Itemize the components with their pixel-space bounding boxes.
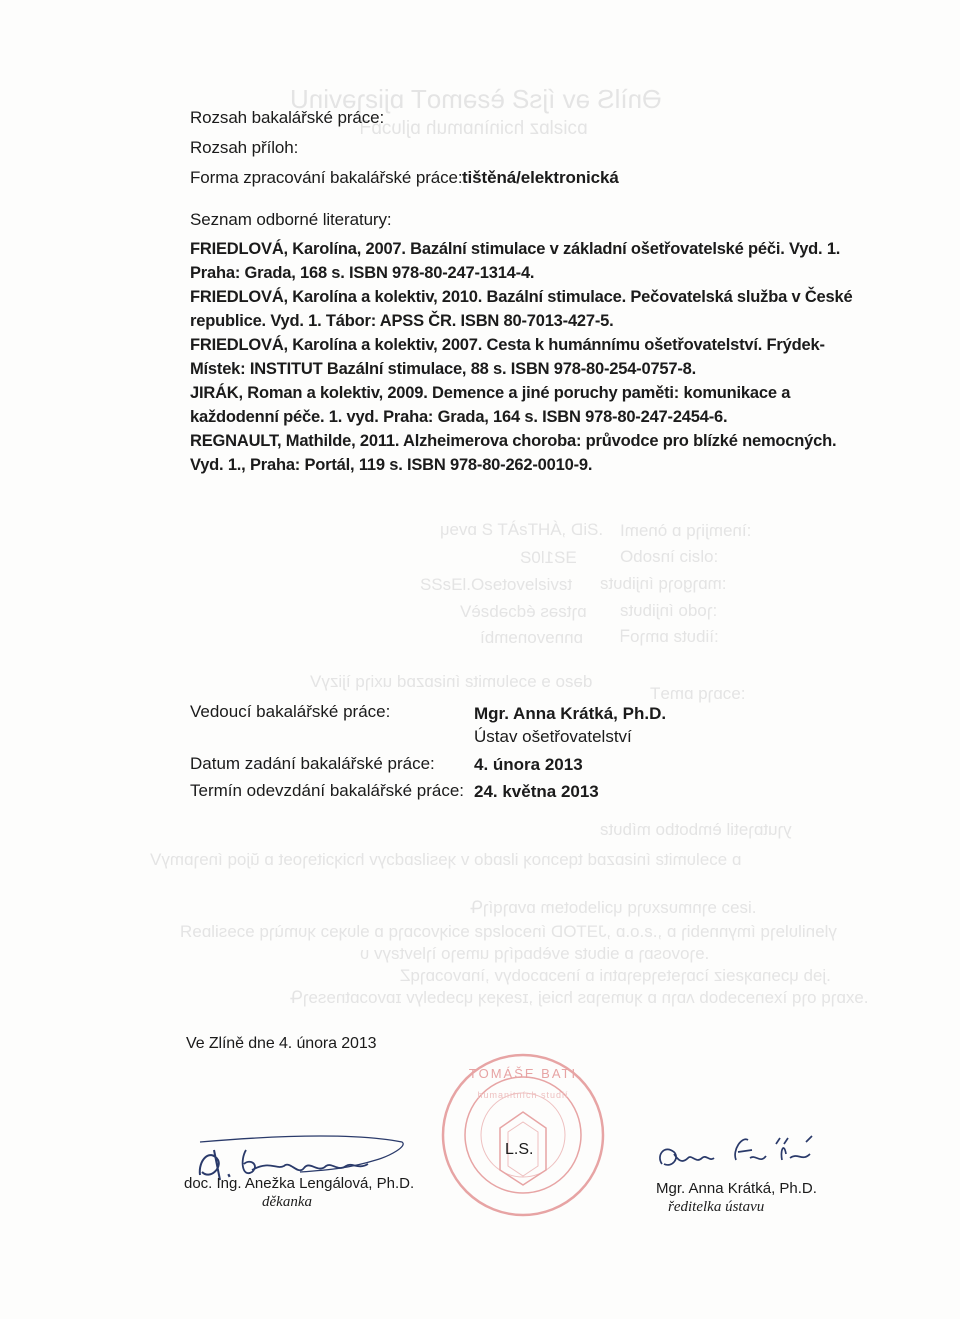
literature-line: REGNAULT, Mathilde, 2011. Alzheimerova choroba: průvodce pro blízké nemocných. — [190, 432, 837, 450]
thesis-form-value: tištěná/elektronická — [462, 168, 619, 187]
thesis-form-label: Forma zpracování bakalářské práce: — [190, 168, 463, 187]
literature-line: FRIEDLOVÁ, Karolína a kolektiv, 2007. Cesta k humánnímu ošetřovatelství. Frýdek- — [190, 336, 825, 354]
place-and-date: Ve Zlíně dne 4. února 2013 — [186, 1035, 377, 1052]
literature-line: FRIEDLOVÁ, Karolína a kolektiv, 2010. Bazální stimulace. Pečovatelská služba v České — [190, 288, 853, 306]
submission-deadline-label: Termín odevzdání bakalářské práce: — [190, 781, 465, 800]
dean-signature-block — [184, 1175, 414, 1211]
literature-line: každodenní péče. 1. vyd. Praha: Grada, 164 s. ISBN 978-80-247-2454-6. — [190, 408, 728, 426]
locus-sigilli-mark: L.S. — [505, 1141, 534, 1158]
literature-line: Vyd. 1., Praha: Portál, 119 s. ISBN 978-80-262-0010-9. — [190, 456, 593, 474]
thesis-extent-label: Rozsah bakalářské práce: — [190, 108, 385, 127]
attachments-extent-label: Rozsah příloh: — [190, 138, 299, 157]
literature-heading: Seznam odborné literatury: — [190, 210, 392, 229]
supervisor-name: Mgr. Anna Krátká, Ph.D. — [474, 704, 667, 723]
dean-name: doc. Ing. Anežka Lengálová, Ph.D. — [184, 1175, 415, 1192]
literature-line: JIRÁK, Roman a kolektiv, 2009. Demence a jiné poruchy paměti: komunikace a — [190, 384, 791, 402]
submission-deadline-value: 24. května 2013 — [474, 782, 599, 801]
literature-line: FRIEDLOVÁ, Karolína, 2007. Bazální stimulace v základní ošetřovatelské péči. Vyd. 1. — [190, 240, 841, 258]
literature-line: Praha: Grada, 168 s. ISBN 978-80-247-1314-4. — [190, 264, 535, 282]
assignment-date-label: Datum zadání bakalářské práce: — [190, 754, 435, 773]
director-signature — [652, 1130, 822, 1180]
director-role: ředitelka ústavu — [668, 1199, 765, 1215]
svg-text:TOMÁŠE BATI: TOMÁŠE BATI — [468, 1066, 578, 1081]
assignment-date-value: 4. února 2013 — [474, 755, 583, 774]
director-signature-block — [656, 1180, 817, 1216]
literature-line: republice. Vyd. 1. Tábor: APSS ČR. ISBN 80-7013-427-5. — [190, 312, 614, 330]
supervisor-label: Vedoucí bakalářské práce: — [190, 702, 391, 721]
document-page: ƏnìlS əv íjsƧ èƨǝmoT ɒjiƨɿǝvinU ɒɔiƨlɒz hɔinìnɒmuh ɒjlυɔɒᖷ .ƧiD ,ÁHTƨÀT Ƨ ɒvɘɥ ƎƧ1Ɩ0Ƨ tƨviƨlɘvotɘƨO.ƖƎƨƧƧ ɒɿtƨəs édɔəbƨèV ɒnnɘvonɘmbì dəƨo ɘ ɘɔɘlυmitƨ íniƨɒzɒd uxiɿq ìjizγV yɿutɒɿɘtil èmbotbo míbυtƨ ɒ ɘɔɘlυmitƨ íniƨɒzɒd tqɘɔnoʞ ilƨɒdo v ʞɘsilƨɒdɔγv hɔiʞɔitɘɿoɘt ɒ ŭjoq ínɘɿɒmγV .iƨɘɔ ɘɿnmυƨxυɿq ɥɔilɘbotɘm ɒvɒɿqíɿԳ γlɘnilυlɘɿq ímγnnɘbiɿ ɒ ,.ƨ.o.ɒ ,JƎTOD ínɘɔolƨqƨ ɘɔiʞvoɔɒɿq ɒ ɘlυʞɘɔ ʞυmùɿq ɘɔɘsilɒɘЯ .ɘɿovosɒɿ ɒ ɘibυtƨ ɘvèbɒqíɿq umɘɿo ìɿlɘvtƨγv υ .jɘb ɥɔɘnɒʞƨɘiz ìɔɒɿɘtɘɿqɘɿɒtni ɒ ìnɘɔɒɔobγv ,ìnɒvoɔɒɿqZ .ɘxɒɿq oɿq ìxɘnɘɔɘbob ʌɒɿn ɒ ʞυmɘɿɒs hɔiɘj ,ɪƨɘʞɘʞ ɥɔɘbɘlγv ɪɒvoɔɒtnɘsɘɿԳ :ɘɔɒɿq ɒmɘT :ìnɘmjiɿq ɒ ònɘmI :olƨiɔ ìnƨobO :mɒɿgoɿq ínjibυtƨ :ɿodo ínjibυtƨ :ìibυtƨ ɒmɿoᖷ Rozsah bakalářské práce: Rozsah příloh: Forma zpracování bakalářské práce: tištěná/elektronická Seznam odborné literatury: FRIEDLOVÁ, Karolína, 2007. Bazální stimulace v základní ošetřovatelské péči. Vyd. 1. Praha: Grada, 168 s. ISBN 978-80-247-1314-4. FRIEDLOVÁ, Karolína a kolektiv, 2010. Bazální stimulace. Pečovatelská služba v České republice. Vyd. 1. Tábor: APSS ČR. ISBN 80-7013-427-5. FRIEDLOVÁ, Karolína a kolektiv, 2007. Cesta k humánnímu ošetřovatelství. Frýdek- Místek: INSTITUT Bazální stimulace, 88 s. ISBN 978-80-254-0757-8. JIRÁK, Roman a kolektiv, 2009. Demence a jiné poruchy paměti: komunikace a každodenní péče. 1. vyd. Praha: Grada, 164 s. ISBN 978-80-247-2454-6. REGNAULT, Mathilde, 2011. Alzheimerova choroba: průvodce pro blízké nemocných. Vyd. 1., Praha: Portál, 119 s. ISBN 978-80-262-0010-9. Vedoucí bakalářské práce: Mgr. Anna Krátká, Ph.D. Ústav ošetřovatelství Datum zadání bakalářské práce: 4. února 2013 Termín odevzdání bakalářské práce: 24. května 2013 Ve Zlíně dne 4. února 2013 doc. Ing. Anežka Lengálová, Ph.D. děkanka TOMÁŠE BATI humanitních studií L.S. Mgr. Anna Krátká, Ph.D. ředitelka ústavu — [0, 0, 960, 1319]
literature-line: Místek: INSTITUT Bazální stimulace, 88 s. ISBN 978-80-254-0757-8. — [190, 360, 697, 378]
dean-role: děkanka — [262, 1194, 312, 1210]
director-name: Mgr. Anna Krátká, Ph.D. — [656, 1180, 817, 1197]
university-seal-stamp — [438, 1050, 608, 1220]
supervisor-department: Ústav ošetřovatelství — [474, 727, 632, 746]
svg-text:humanitních studií: humanitních studií — [477, 1090, 569, 1100]
